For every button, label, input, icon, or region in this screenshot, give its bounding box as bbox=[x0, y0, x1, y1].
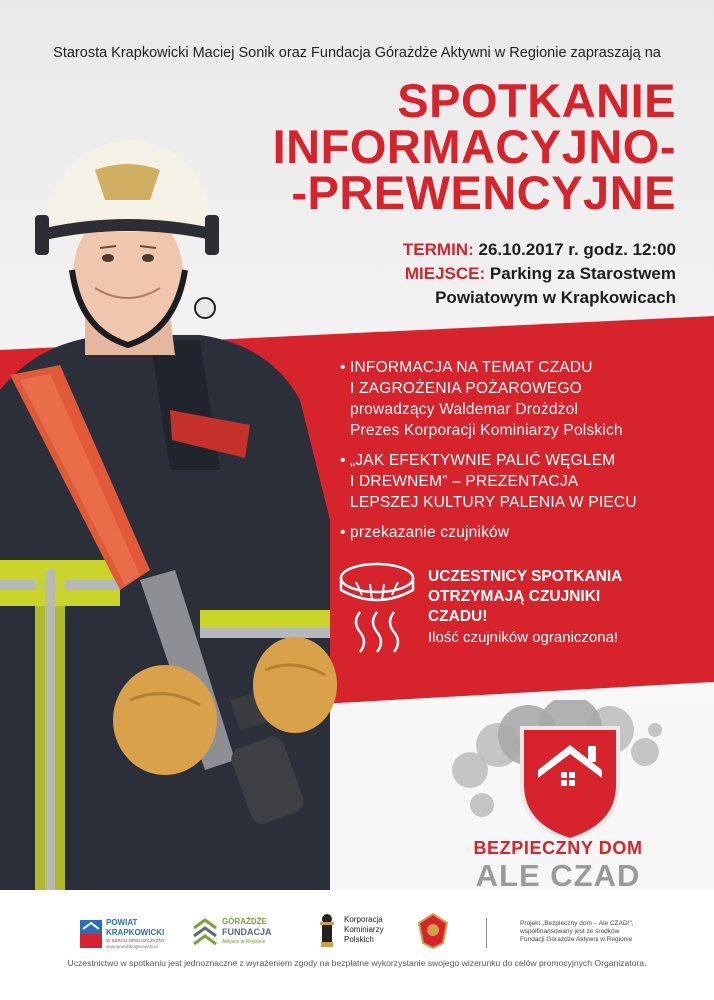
place-value-1: Parking za Starostwem bbox=[489, 264, 676, 283]
powiat-text-2: KRAPKOWICKI bbox=[106, 928, 165, 937]
bullet-icon: • bbox=[340, 452, 346, 469]
notice-head-3: CZADU! bbox=[428, 608, 488, 625]
agenda-item-3-text: przekazanie czujników bbox=[350, 524, 510, 541]
campaign-name-2: ALE CZAD bbox=[475, 858, 641, 893]
project-note-1: Projekt „Bezpieczny dom – Ale CZAD!”, bbox=[520, 920, 634, 927]
title-line-1: SPOTKANIE bbox=[397, 74, 676, 127]
project-note-3: Fundacji Górażdże Aktywni w Regionie bbox=[520, 936, 633, 943]
firefighter-illustration bbox=[0, 140, 350, 890]
event-details bbox=[403, 238, 676, 310]
logo-divider bbox=[486, 918, 487, 948]
korporacja-logo bbox=[316, 912, 416, 952]
title-line-2: INFORMACYJNO- bbox=[272, 120, 676, 173]
date-label: TERMIN: bbox=[402, 240, 474, 259]
place-row bbox=[403, 262, 676, 286]
powiat-text-3: W SERCU OPOLSZCZYZNY bbox=[106, 938, 165, 943]
agenda-item-1-line-2: I ZAGROŻENIA POŻAROWEGO bbox=[350, 380, 582, 397]
bullet-icon: • bbox=[340, 359, 346, 376]
fundacja-text-3: Aktywni w Regionie bbox=[222, 939, 266, 945]
organizers-line: Starosta Krapkowicki Maciej Sonik oraz Fundacja Górażdże Aktywni w Regionie zapraszają na bbox=[53, 45, 661, 61]
fundacja-logo bbox=[192, 916, 282, 950]
place-value-2: Powiatowym w Krapkowicach bbox=[435, 288, 676, 307]
notice-head-2: OTRZYMAJĄ CZUJNIKI bbox=[428, 588, 601, 605]
date-row bbox=[403, 238, 676, 262]
agenda-item-2 bbox=[340, 450, 685, 513]
smoke-detector-icon bbox=[338, 560, 416, 660]
detector-notice bbox=[428, 567, 698, 648]
fundacja-text-2: FUNDACJA bbox=[222, 927, 272, 937]
notice-head-1: UCZESTNICY SPOTKANIA bbox=[428, 568, 623, 585]
powiat-text-4: www.powiatkrapkowicki.pl bbox=[106, 944, 158, 949]
agenda-item-3 bbox=[340, 522, 685, 543]
bullet-icon: • bbox=[340, 524, 346, 541]
powiat-crest-icon bbox=[80, 920, 102, 948]
agenda-item-1 bbox=[340, 357, 685, 441]
agenda-list bbox=[340, 357, 685, 552]
date-value: 26.10.2017 r. godz. 12:00 bbox=[478, 240, 676, 259]
chimney-sweep-icon bbox=[316, 912, 338, 948]
agenda-item-1-line-1: INFORMACJA NA TEMAT CZADU bbox=[350, 359, 593, 376]
notice-note: Ilość czujników ograniczona! bbox=[428, 629, 619, 646]
agenda-item-1-sub-1: prowadzący Waldemar Drożdżol bbox=[350, 401, 579, 418]
powiat-text-1: POWIAT bbox=[106, 918, 138, 927]
fire-brigade-emblem-icon bbox=[417, 913, 449, 949]
korporacja-text-3: Polskich bbox=[344, 935, 374, 944]
title-line-3: -PREWENCYJNE bbox=[291, 166, 676, 219]
campaign-name-1: BEZPIECZNY DOM bbox=[473, 838, 643, 858]
agenda-item-2-line-1: „JAK EFEKTYWNIE PALIĆ WĘGLEM bbox=[350, 452, 616, 469]
agenda-item-1-sub-2: Prezes Korporacji Kominiarzy Polskich bbox=[350, 422, 623, 439]
agenda-item-2-line-3: LEPSZEJ KULTURY PALENIA W PIECU bbox=[350, 494, 637, 511]
project-funding-note bbox=[520, 920, 633, 944]
agenda-item-2-line-2: I DREWNEM” – PREZENTACJA bbox=[350, 473, 579, 490]
project-note-2: współfinansowany jest ze środków bbox=[520, 928, 620, 935]
place-label: MIEJSCE: bbox=[404, 264, 486, 283]
powiat-logo bbox=[80, 918, 180, 952]
fundacja-mark-icon bbox=[192, 918, 218, 948]
korporacja-text-1: Korporacja bbox=[344, 915, 383, 924]
consent-note: Uczestnictwo w spotkaniu jest jednoznaczne z wyrażeniem zgody na bezpłatne wykorzystanie swojego wizerunku do celów promocyjnych Organizatora. bbox=[67, 958, 647, 968]
korporacja-text-2: Kominiarzy bbox=[344, 925, 384, 934]
fundacja-text-1: GÓRAŻDŻE bbox=[222, 917, 267, 926]
